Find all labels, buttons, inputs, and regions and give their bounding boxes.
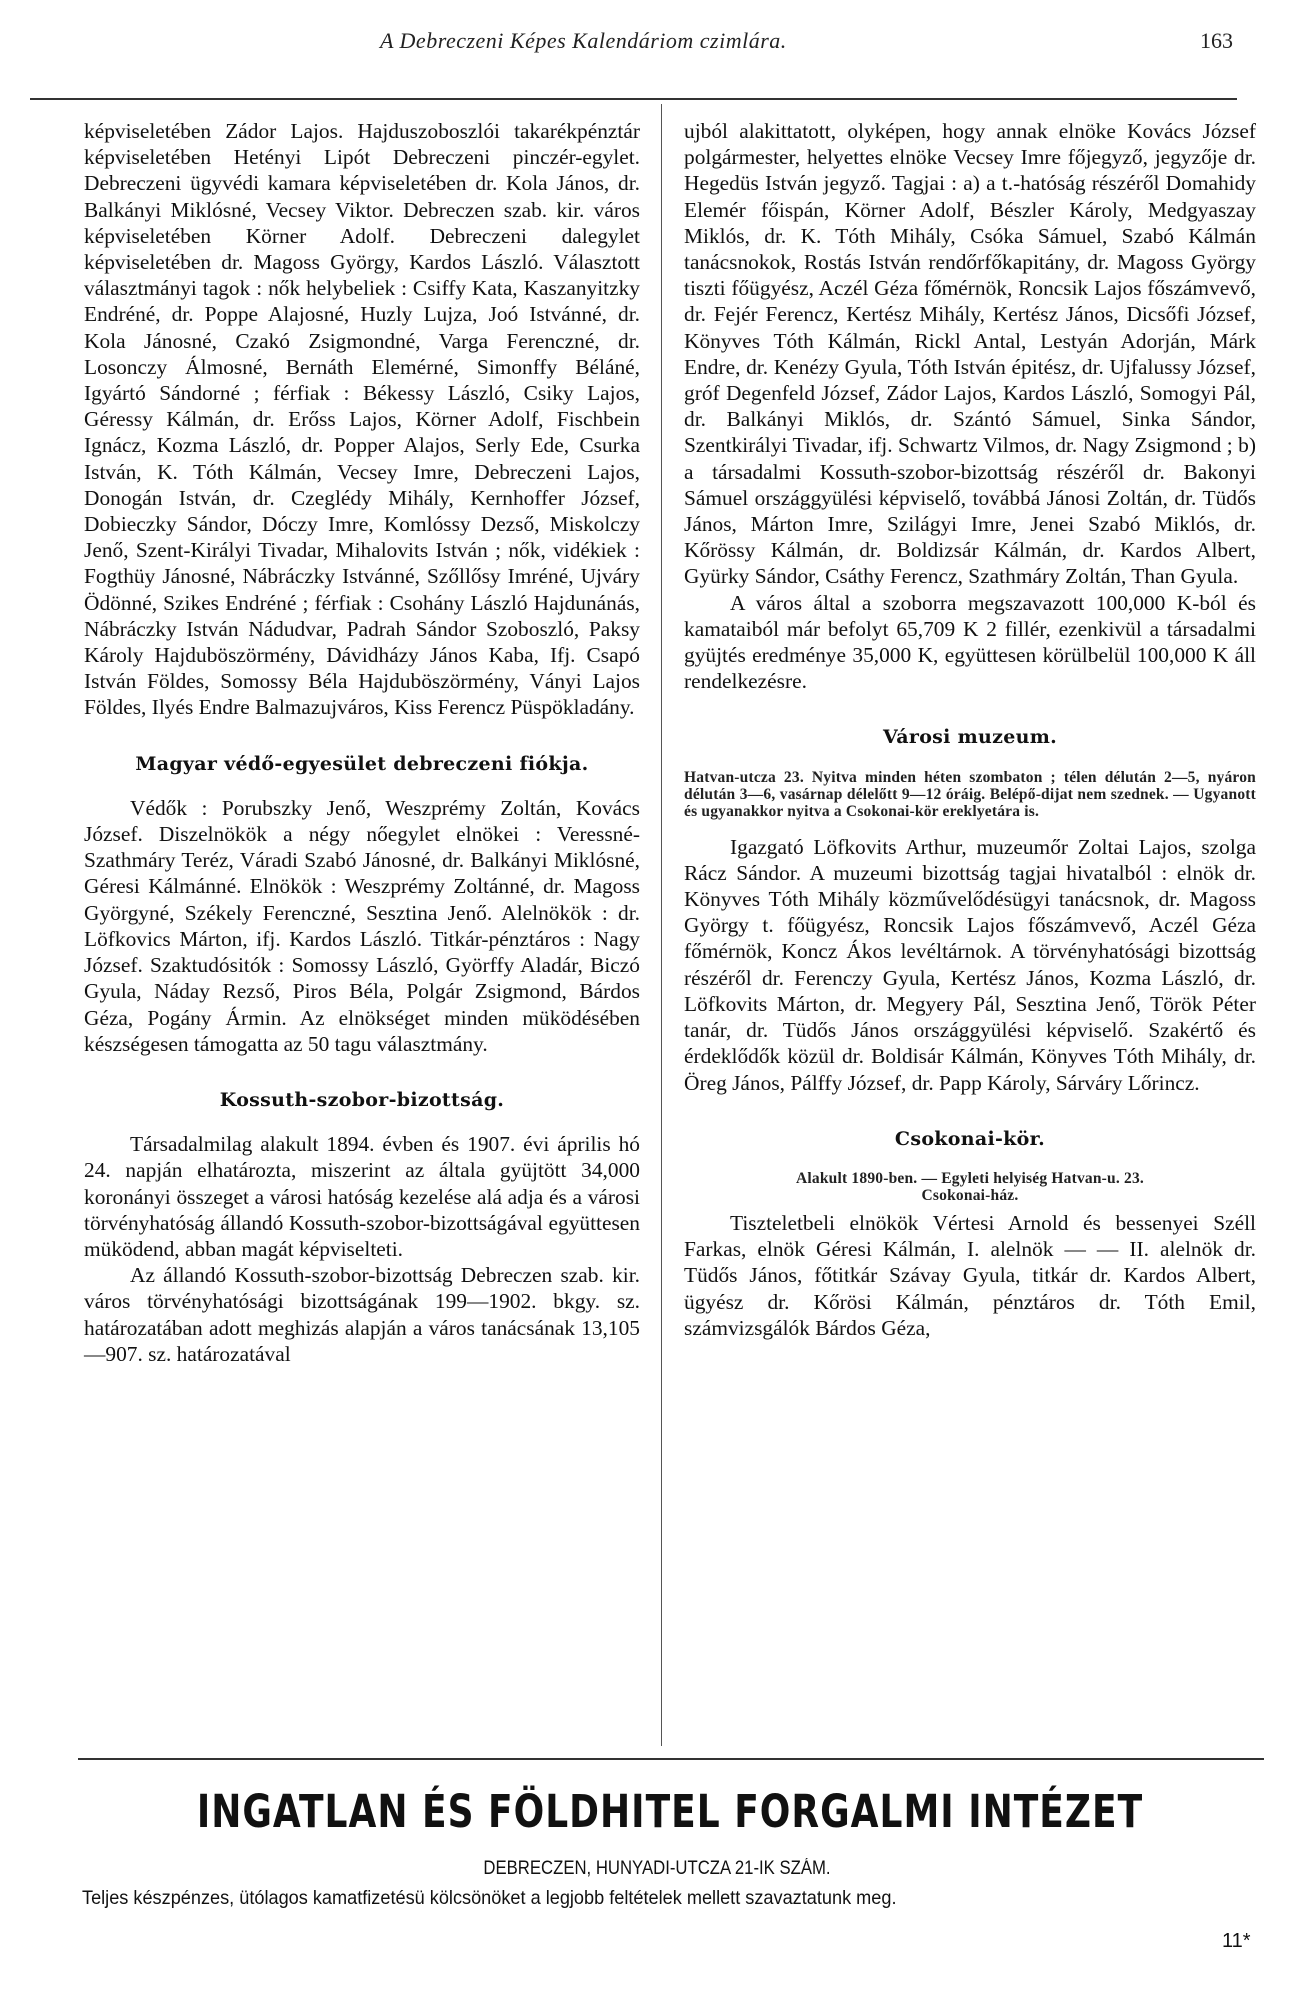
advertisement-title: INGATLAN ÉS FÖLDHITEL FORGALMI INTÉZET — [196, 1786, 1144, 1839]
body-paragraph: képviseletében Zádor Lajos. Hajduszoboszlói takarékpénztár képviseletében Hetényi Lipót Debreczeni pinczér-egylet. Debreczeni ügyvédi kamara képviseletében dr. Kola János, dr. Balkányi Miklósné, Vecsey Viktor. Debreczen szab. kir. város képviseletében Körner Adolf. Debreczeni dalegylet képviseletében dr. Magoss György, Kardos László. Választott választmányi tagok : nők helybeliek : Csiffy Kata, Kaszanyitzky Endréné, dr. Poppe Alajosné, Huzly Lujza, Joó Istvánné, dr. Kola Jánosné, Czakó Zsigmondné, Varga Ferenczné, dr. Losonczy Álmosné, Bernáth Elemérné, Simonffy Béláné, Igyártó Sándorné ; férfiak : Békessy László, Csiky Lajos, Géressy Kálmán, dr. Erőss Lajos, Körner Adolf, Fischbein Ignácz, Kozma László, dr. Popper Alajos, Serly Ede, Csurka István, K. Tóth Kálmán, Vecsey Imre, Debreczeni Lajos, Donogán István, dr. Czeglédy Mihály, Kernhoffer József, Dobieczky Sándor, Dóczy Imre, Komlóssy Dezső, Miskolczy Jenő, Szent-Királyi Tivadar, Mihalovits István ; nők, vidékiek : Fogthüy Jánosné, Nábráczky Istvánné, Szőllősy Imréné, Ujváry Ödönné, Szikes Endréné ; férfiak : Csohány László Hajdunánás, Nábráczky István Nádudvar, Padrah Sándor Szoboszló, Paksy Károly Hajduböszörmény, Dávidházy János Kaba, Ifj. Csapó István Földes, Somossy Béla Hajduböszörmény, Ványi Lajos Földes, Ilyés Endre Balmazujváros, Kiss Ferencz Püspökladány. — [84, 119, 640, 720]
body-paragraph: Tiszteletbeli elnökök Vértesi Arnold és bessenyei Széll Farkas, elnök Géresi Kálmán, I. alelnök — — II. alelnök dr. Tüdős János, főtitkár Szávay Gyula, titkár dr. Kardos Albert, ügyész dr. Kőrösi Kálmán, pénztáros dr. Tóth Emil, számvizsgálók Bárdos Géza, — [684, 1210, 1256, 1340]
advertisement-address: DEBRECZEN, HUNYADI-UTCZA 21-IK SZÁM. — [483, 1858, 831, 1879]
body-paragraph: ujból alakittatott, olyképen, hogy annak elnöke Kovács József polgármester, helyettes elnöke Vecsey Imre főjegyző, jegyzője dr. Hegedüs István jegyző. Tagjai : a) a t.-hatóság részéről Domahidy Elemér főispán, Körner Adolf, Bészler Károly, Medgyaszay Miklós, dr. K. Tóth Mihály, Csóka Sámuel, Szabó Kálmán tanácsnokok, Rostás István rendőrfőkapitány, dr. Magoss György tiszti főügyész, Aczél Géza főmérnök, Roncsik Lajos főszámvevő, dr. Fejér Ferencz, Kertész Mihály, Kertész János, Dicsőfi József, Könyves Tóth Kálmán, Rickl Antal, Lestyán Adorján, Márk Endre, dr. Kenézy Gyula, Tóth István épitész, dr. Ujfalussy József, gróf Degenfeld József, Zádor Lajos, Kardos László, Somogyi Pál, dr. Balkányi Miklós, dr. Szántó Sámuel, Sinka Sándor, Szentkirályi Tivadar, ifj. Schwartz Vilmos, dr. Nagy Zsigmond ; b) a társadalmi Kossuth-szobor-bizottság részéről dr. Bakonyi Sámuel országgyülési képviselő, továbbá Jánosi Zoltán, dr. Tüdős János, Márton Imre, Szilágyi Imre, Jenei Szabó Miklós, dr. Kőrössy Kálmán, dr. Boldizsár Kálmán, dr. Kardos Albert, Gyürky Sándor, Csáthy Ferencz, Szathmáry Zoltán, Than Gyula. — [684, 119, 1256, 589]
advertisement-text: Teljes készpénzes, ütólagos kamatfizetésü kölcsönöket a legjobb feltételek mellett szavaztatunk meg. — [82, 1887, 897, 1909]
header-rule — [30, 98, 1237, 100]
section-heading-varosi-muzeum: Városi muzeum. — [882, 726, 1058, 749]
advertisement-rule — [78, 1758, 1264, 1760]
right-column — [684, 118, 1256, 1341]
left-column — [84, 118, 640, 1367]
page-number: 163 — [1200, 28, 1233, 53]
column-divider — [661, 104, 662, 1746]
csokonai-note-line-1: Alakult 1890-ben. — Egyleti helyiség Hatvan-u. 23. — [795, 1169, 1144, 1187]
signature-mark: 11* — [1222, 1930, 1251, 1952]
csokonai-note-line-2: Csokonai-ház. — [921, 1186, 1019, 1204]
section-heading-csokonai-kor: Csokonai-kör. — [894, 1127, 1046, 1150]
running-head — [0, 20, 1314, 60]
body-paragraph: Védők : Porubszky Jenő, Weszprémy Zoltán, Kovács József. Diszelnökök a négy nőegylet elnökei : Veressné-Szathmáry Teréz, Váradi Szabó Jánosné, dr. Balkányi Miklósné, Géresi Kálmánné. Elnökök : Weszprémy Zoltánné, dr. Magoss Györgyné, Székely Ferenczné, Sesztina Jenő. Alelnökök : dr. Löfkovics Márton, ifj. Kardos László. Titkár-pénztáros : Nagy József. Szaktudósitók : Somossy László, Györffy Aladár, Biczó Gyula, Náday Rezső, Piros Béla, Polgár Zsigmond, Bárdos Géza, Pogány Ármin. Az elnökséget minden müködésében készségesen támogatta az 50 tagu választmány. — [84, 795, 640, 1056]
body-paragraph: Társadalmilag alakult 1894. évben és 1907. évi április hó 24. napján elhatározta, miszerint az általa gyüjtött 34,000 koronányi összeget a városi hatóság kezelése alá adja és a városi törvényhatóság állandó Kossuth-szobor-bizottságával együttesen müködend, abban magát képviselteti. — [84, 1132, 640, 1261]
body-paragraph: Igazgató Löfkovits Arthur, muzeumőr Zoltai Lajos, szolga Rácz Sándor. A muzeumi bizottság tagjai hivatalból : elnök dr. Könyves Tóth Mihály közművelődésügyi tanácsnok, dr. Magoss György t. főügyész, Roncsik Lajos főszámvevő, Aczél Géza főmérnök, Koncz Ákos levéltárnok. A törvényhatósági bizottság részéről dr. Ferenczy Gyula, Kertész János, Kozma László, dr. Löfkovits Márton, dr. Megyery Pál, Sesztina Jenő, Török Péter tanár, dr. Tüdős János országgyülési képviselő. Szakértő és érdeklődők közül dr. Boldisár Kálmán, Könyves Tóth Mihály, dr. Öreg János, Pálffy József, dr. Papp Károly, Sárváry Lőrincz. — [684, 834, 1256, 1095]
running-title: A Debreczeni Képes Kalendáriom czimlára. — [380, 28, 787, 53]
museum-hours-note: Hatvan-utcza 23. Nyitva minden héten szombaton ; télen délután 2—5, nyáron délután 3—6, vasárnap délelőtt 9—12 óráig. Belépő-dijat nem szednek. — Ugyanott és ugyanakkor nyitva a Csokonai-kör ereklyetára is. — [684, 768, 1256, 820]
body-paragraph: A város által a szoborra megszavazott 100,000 K-ból és kamataiból már befolyt 65,709 K 2 fillér, ezenkivül a társadalmi gyüjtés eredménye 35,000 K, együttesen körülbelül 100,000 K áll rendelkezésre. — [684, 590, 1256, 694]
section-heading-vedo-egyesulet: Magyar védő-egyesület debreczeni fiókja. — [135, 752, 589, 775]
section-heading-kossuth-szobor: Kossuth-szobor-bizottság. — [219, 1088, 505, 1111]
body-paragraph: Az állandó Kossuth-szobor-bizottság Debreczen szab. kir. város törvényhatósági bizottságának 199—1902. bkgy. sz. határozatában adott meghizás alapján a város tanácsának 13,105—907. sz. határozatával — [84, 1263, 640, 1366]
